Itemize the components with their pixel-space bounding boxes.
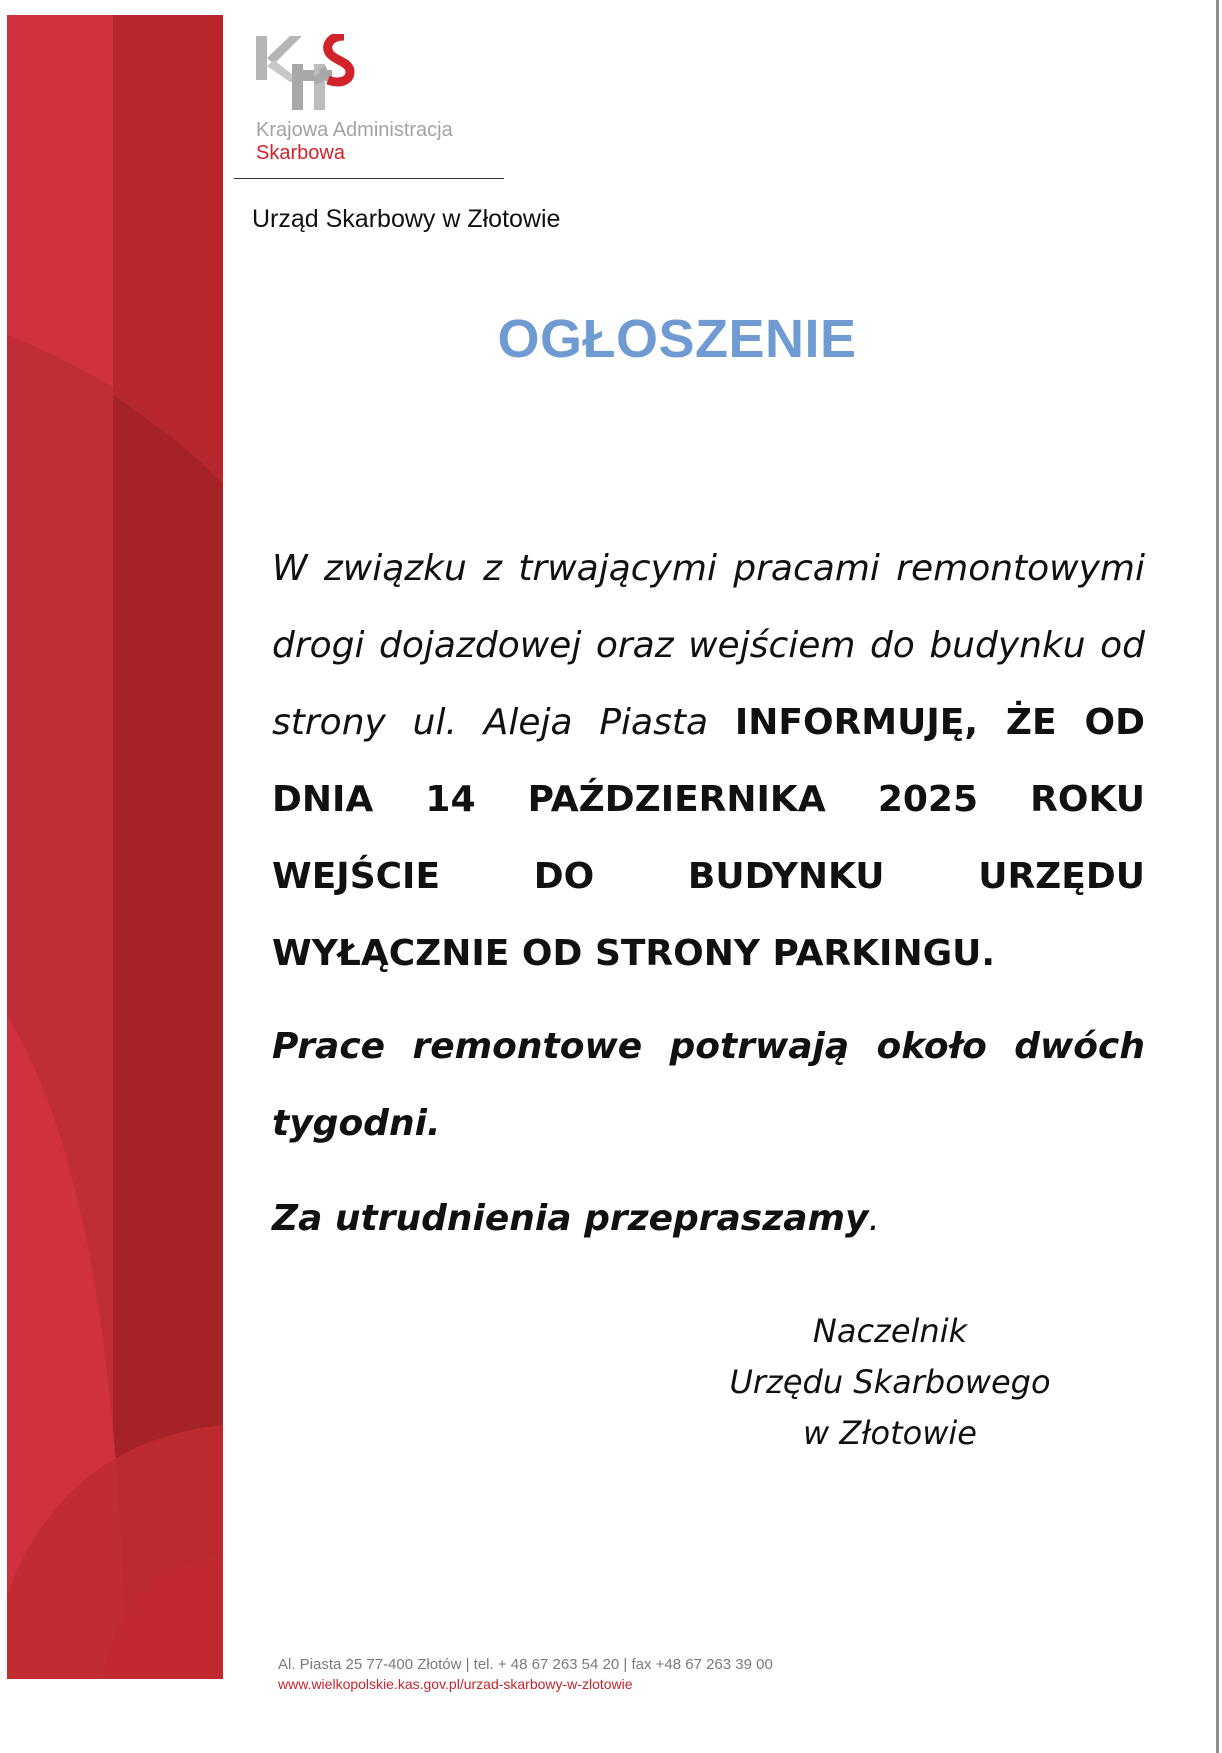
body-paragraph-1 bbox=[272, 530, 1145, 992]
kas-logo-icon bbox=[256, 34, 360, 114]
announcement-title: OGŁOSZENIE bbox=[497, 309, 857, 369]
logo-text-line2: Skarbowa bbox=[256, 142, 345, 164]
announcement-body bbox=[272, 530, 1145, 1257]
body-bold-notice: INFORMUJĘ, ŻE OD DNIA 14 PAŹDZIERNIKA 2025 ROKU WEJŚCIE DO BUDYNKU URZĘDU WYŁĄCZNIE OD STRONY PARKINGU. bbox=[272, 702, 1145, 974]
logo-text-line1: Krajowa Administracja bbox=[256, 119, 453, 141]
header-divider bbox=[234, 178, 504, 179]
footer-address: Al. Piasta 25 77-400 Złotów | tel. + 48 67 263 54 20 | fax +48 67 263 39 00 bbox=[278, 1656, 773, 1673]
body-duration-text: Prace remontowe potrwają około dwóch tygodni. bbox=[272, 1026, 1145, 1144]
body-paragraph-2 bbox=[272, 1008, 1145, 1162]
body-intro-text: W związku z trwającymi pracami remontowymi drogi dojazdowej oraz wejściem do budynku od strony ul. Aleja Piasta bbox=[272, 548, 1145, 743]
page-edge-line bbox=[1216, 0, 1219, 1753]
body-apology-period: . bbox=[868, 1198, 880, 1239]
signature-line-2: Urzędu Skarbowego bbox=[729, 1363, 1051, 1401]
footer-website-link[interactable]: www.wielkopolskie.kas.gov.pl/urzad-skarbowy-w-zlotowie bbox=[278, 1676, 633, 1692]
kas-logo bbox=[252, 34, 492, 164]
body-apology-text: Za utrudnienia przepraszamy bbox=[272, 1198, 869, 1239]
signature-line-1: Naczelnik bbox=[812, 1312, 968, 1350]
decorative-side-band bbox=[7, 15, 223, 1679]
body-paragraph-3 bbox=[272, 1180, 1145, 1257]
signature-block bbox=[690, 1306, 1090, 1459]
signature-line-3: w Złotowie bbox=[803, 1414, 977, 1452]
office-name: Urząd Skarbowy w Złotowie bbox=[252, 205, 561, 233]
